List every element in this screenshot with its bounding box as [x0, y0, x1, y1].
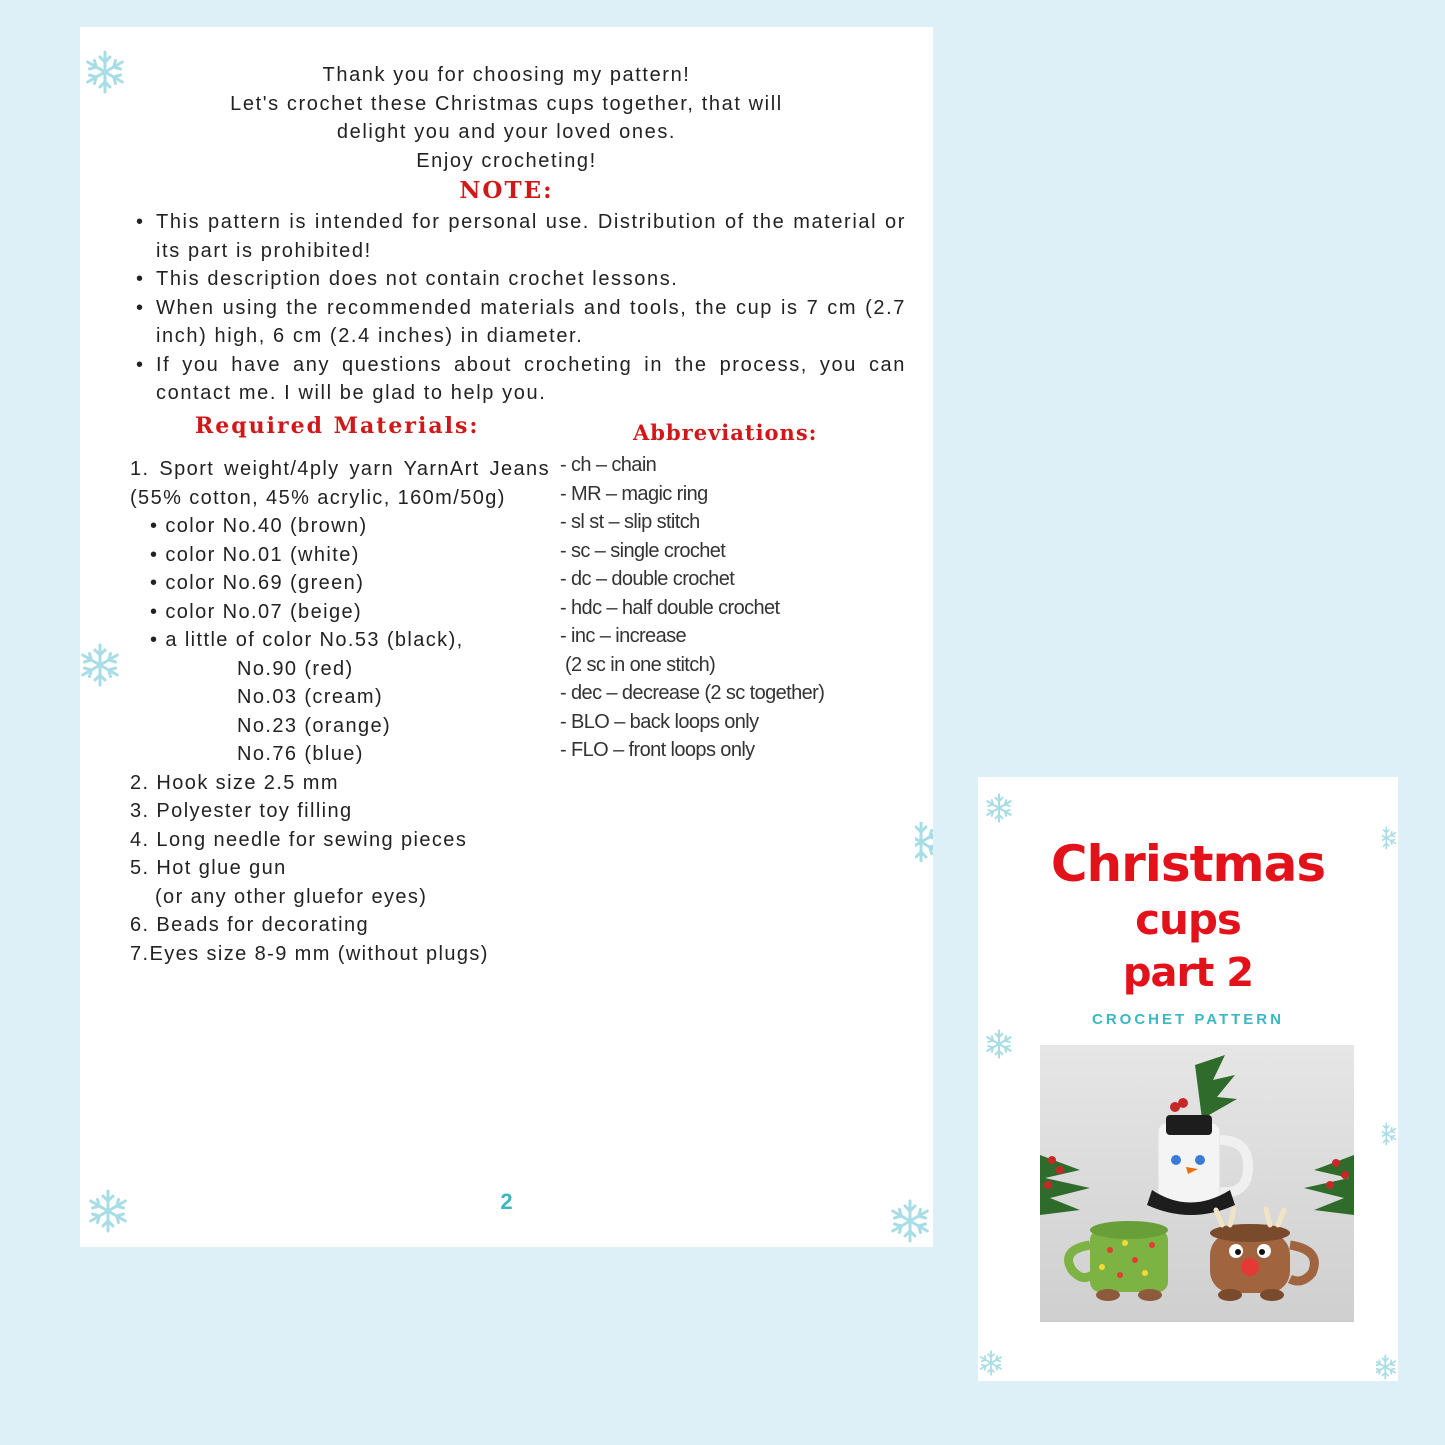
snowflake-icon	[978, 1349, 1004, 1377]
material-extra-color: No.23 (orange)	[237, 714, 392, 737]
cover-thumbnail	[978, 777, 1398, 1381]
crochet-cups-photo	[1040, 1045, 1354, 1322]
abbreviation-item: - MR – magic ring	[560, 482, 708, 505]
materials-list	[130, 455, 550, 968]
cover-title-line: Christmas	[1050, 835, 1326, 893]
abbreviation-item: - sl st – slip stitch	[560, 511, 700, 533]
note-item: • If you have any questions about crocheting in the process, you can contact me. I will be glad to help you.	[136, 351, 906, 408]
material-color: • color No.07 (beige)	[150, 600, 363, 623]
abbreviation-item: - dec – decrease (2 sc together)	[560, 682, 825, 704]
cover-title-line: cups	[1135, 895, 1241, 944]
intro-line: delight you and your loved ones.	[336, 121, 677, 143]
cover-title-line: part 2	[1122, 950, 1254, 996]
materials-heading: Required Materials:	[195, 413, 480, 439]
material-color: • color No.69 (green)	[150, 572, 365, 594]
abbreviation-item: - dc – double crochet	[560, 568, 735, 590]
abbreviation-item: - FLO – front loops only	[560, 739, 755, 761]
intro-line: Thank you for choosing my pattern!	[322, 64, 691, 86]
material-glue-note: (or any other gluefor eyes)	[155, 885, 428, 908]
material-eyes: 7.Eyes size 8-9 mm (without plugs)	[130, 942, 489, 965]
material-extra-color: No.76 (blue)	[237, 743, 364, 765]
pattern-page	[80, 27, 933, 1247]
cover-title	[978, 835, 1398, 999]
abbreviation-item: - inc – increase	[560, 625, 687, 647]
material-needle: 4. Long needle for sewing pieces	[130, 828, 468, 851]
material-beads: 6. Beads for decorating	[130, 914, 369, 936]
intro-line: Let's crochet these Christmas cups together, that will	[230, 92, 783, 115]
note-item: • This description does not contain crochet lessons.	[136, 265, 906, 294]
material-color: • color No.40 (brown)	[150, 515, 368, 537]
material-filling: 3. Polyester toy filling	[130, 800, 353, 822]
material-color: • a little of color No.53 (black),	[150, 629, 464, 651]
abbreviation-item: (2 sc in one stitch)	[560, 653, 716, 676]
abbreviation-item: - ch – chain	[560, 454, 657, 476]
note-item: • When using the recommended materials and tools, the cup is 7 cm (2.7 inch) high, 6 cm (2.4 inches) in diameter.	[136, 294, 906, 351]
cover-subtitle: CROCHET PATTERN	[1092, 1011, 1284, 1028]
abbreviation-item: - sc – single crochet	[560, 539, 726, 562]
material-color: • color No.01 (white)	[150, 543, 360, 566]
note-item: • This pattern is intended for personal use. Distribution of the material or its part is prohibited!	[136, 208, 906, 265]
page-number: 2	[500, 1189, 513, 1214]
material-extra-color: No.03 (cream)	[237, 686, 384, 708]
snowflake-icon	[984, 793, 1014, 823]
abbreviations-heading: Abbreviations:	[633, 420, 818, 445]
abbreviations-list	[560, 451, 824, 765]
snowflake-icon	[915, 822, 933, 862]
note-heading: NOTE:	[459, 177, 554, 204]
snowflake-icon	[80, 635, 120, 695]
material-glue: 5. Hot glue gun	[130, 857, 287, 879]
material-extra-color: No.90 (red)	[237, 657, 354, 680]
material-yarn: 1. Sport weight/4ply yarn YarnArt Jeans (55% cotton, 45% acrylic, 160m/50g)	[130, 458, 550, 509]
snowflake-icon	[984, 1029, 1014, 1059]
abbreviation-item: - hdc – half double crochet	[560, 596, 780, 619]
note-list	[136, 208, 906, 408]
snowflake-icon	[1382, 1119, 1398, 1149]
intro-text	[80, 61, 933, 175]
snowflake-icon	[1376, 1353, 1398, 1381]
intro-line: Enjoy crocheting!	[416, 149, 597, 172]
material-hook: 2. Hook size 2.5 mm	[130, 771, 339, 794]
abbreviation-item: - BLO – back loops only	[560, 710, 759, 733]
